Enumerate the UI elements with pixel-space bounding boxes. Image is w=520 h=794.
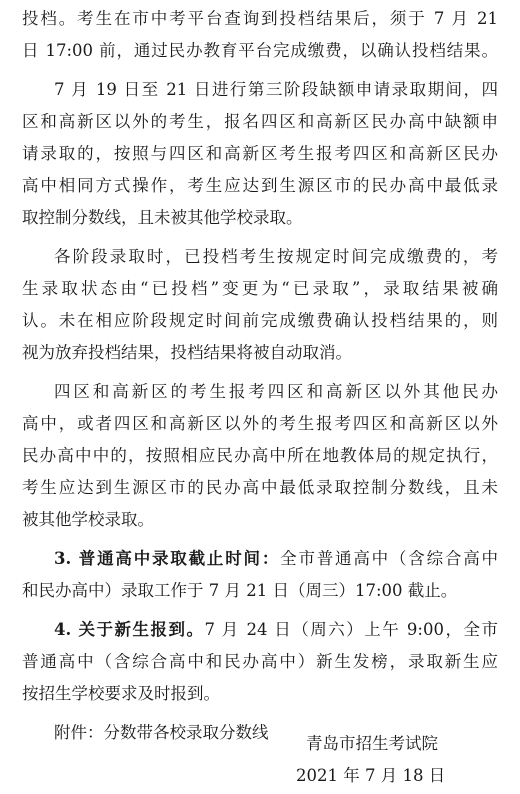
paragraph-3-line-1: 各阶段录取时，已投档考生按规定时间完成缴费的，考 — [54, 247, 498, 266]
signature-org: 青岛市招生考试院 — [306, 734, 438, 753]
paragraph-5-line-1 — [54, 542, 498, 575]
paragraph-2-line-2: 区和高新区以外的考生，报名四区和高新区民办高中缺额申 — [22, 112, 498, 131]
paragraph-1-line-2: 日 17:00 前，通过民办教育平台完成缴费，以确认投档结果。 — [22, 41, 498, 60]
paragraph-4-line-5: 被其他学校录取。 — [22, 510, 154, 529]
paragraph-3-line-3: 认。未在相应阶段规定时间前完成缴费确认投档结果的，则 — [22, 311, 498, 330]
paragraph-4-line-2: 高中，或者四区和高新区以外的考生报考四区和高新区以外 — [22, 414, 498, 433]
paragraph-3-line-2: 生录取状态由“已投档”变更为“已录取”，录取结果被确 — [22, 279, 498, 298]
item-4-heading: 4. 关于新生报到。 — [54, 620, 205, 639]
attachment-line: 附件：分数带各校录取分数线 — [54, 723, 269, 742]
paragraph-6-line-1 — [54, 613, 498, 646]
item-3-heading: 3. 普通高中录取截止时间： — [54, 549, 281, 568]
signature-date: 2021 年 7 月 18 日 — [296, 766, 446, 785]
paragraph-3-line-4: 视为放弃投档结果，投档结果将被自动取消。 — [22, 343, 352, 362]
paragraph-1-line-1: 投档。考生在市中考平台查询到投档结果后，须于 7 月 21 — [22, 9, 498, 28]
paragraph-6-line-2: 普通高中（含综合高中和民办高中）新生发榜，录取新生应 — [22, 652, 498, 671]
paragraph-2-line-4: 高中相同方式操作，考生应达到生源区市的民办高中最低录 — [22, 176, 498, 195]
paragraph-4-line-1: 四区和高新区的考生报考四区和高新区以外其他民办 — [54, 382, 498, 401]
item-3-text: 全市普通高中（含综合高中 — [280, 549, 498, 568]
paragraph-5-line-2: 和民办高中）录取工作于 7 月 21 日（周三）17:00 截止。 — [22, 581, 458, 600]
paragraph-2-line-5: 取控制分数线，且未被其他学校录取。 — [22, 208, 303, 227]
paragraph-6-line-3: 按招生学校要求及时报到。 — [22, 684, 220, 703]
paragraph-2-line-1: 7 月 19 日至 21 日进行第三阶段缺额申请录取期间，四 — [54, 80, 498, 99]
item-4-text: 7 月 24 日（周六）上午 9:00，全市 — [204, 620, 498, 639]
paragraph-4-line-4: 考生应达到生源区市的民办高中最低录取控制分数线，且未 — [22, 478, 498, 497]
paragraph-2-line-3: 请录取的，按照与四区和高新区考生报考四区和高新区民办 — [22, 144, 498, 163]
paragraph-4-line-3: 民办高中中的，按照相应民办高中所在地教体局的规定执行， — [22, 446, 498, 465]
